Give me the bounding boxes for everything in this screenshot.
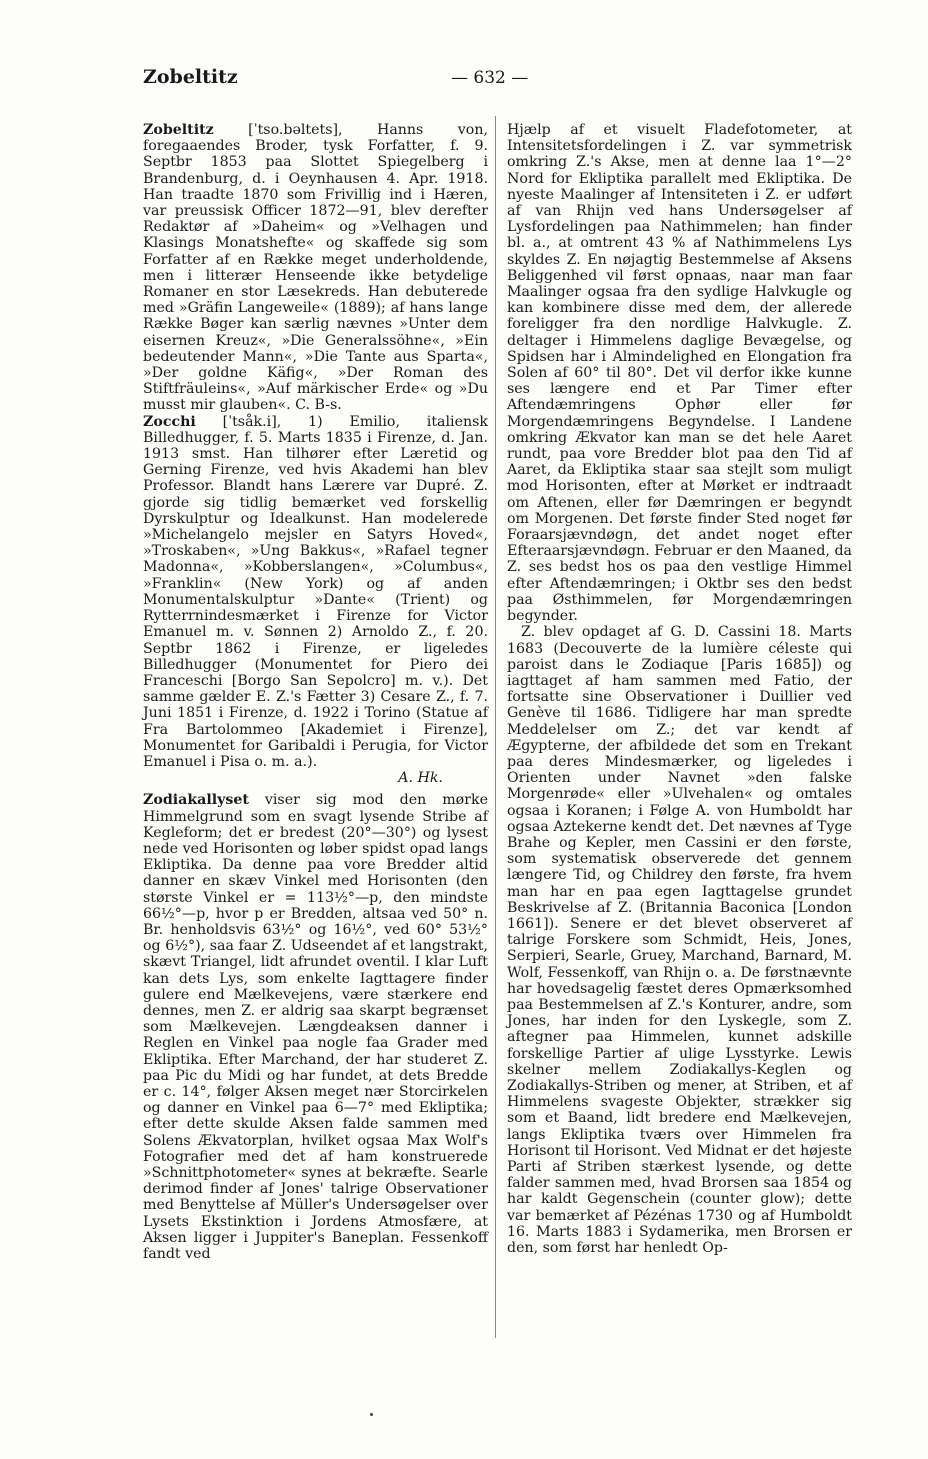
entry-headword: Zobeltitz xyxy=(143,122,214,138)
entry-zodiakallyset xyxy=(143,792,488,1262)
page-number: — 632 — xyxy=(451,68,529,88)
entry-text: [ˈtso.bəltets], Hanns von, foregaaendes Broder, tysk Forfatter, f. 9. Septbr 1853 paa Slottet Spiegelberg i Brandenburg, d. i Oeynhausen 4. Apr. 1918. Han traadte 1870 som Frivillig ind i Hæren, var preussisk Officer 1872—91, blev derefter Redaktør af »Daheim« og »Velhagen und Klasings Monatshefte« og skaffede sig som Forfatter af en Række meget underholdende, men i litterær Henseende ikke betydelige Romaner en stor Læsekreds. Han debuterede med »Gräfin Langeweile« (1889); af hans lange Række Bøger kan særlig nævnes »Unter dem eisernen Kreuz«, »Die Generalssöhne«, »Ein bedeutender Mann«, »Die Tante aus Sparta«, »Der goldne Käfig«, »Der Roman des Stiftfräuleins«, »Auf märkischer Erde« og »Du musst mir glauben«. C. B-s. xyxy=(143,122,488,414)
entry-text: viser sig mod den mørke Himmelgrund som en svagt lysende Stribe af Kegleform; det er bredest (20°—30°) og lysest nede ved Horisonten og løber spidst opad langs Ekliptika. Da denne paa vore Bredder altid danner en skæv Vinkel med Horisonten (den største Vinkel er = 113½°—p, den mindste 66½°—p, hvor p er Bredden, altsaa ved 50° n. Br. henholdsvis 63½° og 16½°, ved 60° 53½° og 6½°), saa faar Z. Udseendet af et langstrakt, skævt Triangel, lidt afrundet oventil. I klar Luft kan dets Lys, som enkelte Iagttagere finder gulere end Mælkevejens, være stærkere end dennes, men Z. er aldrig saa skarpt begrænset som Mælkevejen. Længdeaksen danner i Reglen en Vinkel paa nogle faa Grader med Ekliptika. Efter Marchand, der har studeret Z. paa Pic du Midi og har fundet, at dets Bredde er c. 14°, følger Aksen meget nær Storcirkelen og danner en Vinkel paa 6—7° med Ekliptika; efter dette skulde Aksen falde sammen med Solens Ækvatorplan, hvilket ogsaa Max Wolf's Fotografier med det af ham konstruerede »Schnittphotometer« synes at bekræfte. Searle derimod finder af Jones' talrige Observationer med Benyttelse af Müller's Undersøgelser over Lysets Ekstinktion i Jordens Atmosfære, at Aksen ligger i Juppiter's Baneplan. Fessenkoff fandt ved xyxy=(143,792,488,1263)
right-column xyxy=(507,122,852,1256)
entry-zocchi xyxy=(143,414,488,787)
speck xyxy=(370,1413,373,1416)
column-divider xyxy=(495,116,496,1338)
entry-headword: Zocchi xyxy=(143,413,196,430)
entry-headword: Zodiakallyset xyxy=(143,792,249,809)
paragraph-continuation: Hjælp af et visuelt Fladefotometer, at Intensitetsfordelingen i Z. var symmetrisk omkring Z.'s Akse, men at denne laa 1°—2° Nord for Ekliptika parallelt med Ekliptika. De nyeste Maalinger af Intensiteten i Z. er udført af van Rhijn ved hans Undersøgelser af Lysfordelingen paa Nathimmelen; han finder bl. a., at omtrent 43 % af Nathimmelens Lys skyldes Z. En nøjagtig Bestemmelse af Aksens Beliggenhed vil først opnaas, naar man faar Maalinger ogsaa fra den sydlige Halvkugle og kan kombinere disse med dem, der allerede foreligger fra den nordlige Halvkugle. Z. deltager i Himmelens daglige Bevægelse, og Spidsen har i Almindelighed en Elongation fra Solen af 60° til 80°. Det vil derfor ikke kunne ses længere end et Par Timer efter Aftendæmringens Ophør eller før Morgendæmringens Begyndelse. I Landene omkring Ækvator kan man se det hele Aaret rundt, paa vore Bredder blot paa den Tid af Aaret, da Ekliptika staar saa stejlt som muligt mod Horisonten, efter at Mørket er indtraadt om Aftenen, eller før Dæmringen er begyndt om Morgenen. Det første finder Sted noget før Foraarsjævndøgn, det andet noget efter Efteraarsjævndøgn. Februar er den Maaned, da Z. ses bedst hos os paa den vestlige Himmel efter Aftendæmringen; i Oktbr ses den bedst paa Østhimmelen, før Morgendæmringen begynder. xyxy=(507,122,852,625)
entry-zobeltitz xyxy=(143,122,488,414)
entry-text: [ˈtsåk.i], 1) Emilio, italiensk Billedhugger, f. 5. Marts 1835 i Firenze, d. Jan. 1913 smst. Han tilhører efter Læretid og Gerning Firenze, ved hvis Akademi han blev Professor. Blandt hans Lærere var Dupré. Z. gjorde sig tidlig bemærket ved forskellig Dyrskulptur og Idealkunst. Han modelerede »Michelangelo mejsler en Satyrs Hoved«, »Troskaben«, »Ung Bakkus«, »Rafael tegner Madonna«, »Kobberslangen«, »Columbus«, »Franklin« (New York) og af anden Monumentalskulptur »Dante« (Trient) og Rytterrnindesmærket i Firenze for Victor Emanuel m. v. Sønnen 2) Arnoldo Z., f. 20. Septbr 1862 i Firenze, er ligeledes Billedhugger (Monumentet for Piero dei Franceschi [Borgo San Sepolcro] m. v.). Det samme gælder E. Z.'s Fætter 3) Cesare Z., f. 7. Juni 1851 i Firenze, d. 1922 i Torino (Statue af Fra Bartolommeo [Akademiet i Firenze], Monumentet for Garibaldi i Perugia, for Victor Emanuel i Pisa o. m. a.). xyxy=(143,413,488,770)
running-head xyxy=(143,66,878,92)
author-signature: A. Hk. xyxy=(398,770,443,787)
paragraph-discovery: Z. blev opdaget af G. D. Cassini 18. Marts 1683 (Decouverte de la lumière céleste qui paroist dans le Zodiaque [Paris 1685]) og iagttaget af ham sammen med Fatio, der fortsatte sine Observationer i Duillier ved Genève til 1686. Tidligere har man spredte Meddelelser om Z.; det var kendt af Ægypterne, der afbildede det som en Trekant paa deres Mindesmærker, og ligeledes i Orienten under Navnet »den falske Morgenrøde« eller »Ulvehalen« og omtales ogsaa i Koranen; i Følge A. von Humboldt har ogsaa Aztekerne kendt det. Det nævnes af Tyge Brahe og Kepler, men Cassini er den første, som systematisk observerede det gennem længere Tid, og Childrey den første, fra hvem man har en paa egen Iagttagelse grundet Beskrivelse af Z. (Britannia Baconica [London 1661]). Senere er det blevet observeret af talrige Forskere som Schmidt, Heis, Jones, Serpieri, Searle, Gruey, Marchand, Barnard, M. Wolf, Fessenkoff, van Rhijn o. a. De førstnævnte har hovedsagelig fæstet deres Opmærksomhed paa Bestemmelsen af Z.'s Konturer, andre, som Jones, har inden for den Lyskegle, som Z. aftegner paa Himmelen, kunnet adskille forskellige Partier af ulige Lysstyrke. Lewis skelner mellem Zodiakallys-Keglen og Zodiakallys-Striben og mener, at Striben, et af Himmelens svageste Objekter, strækker sig som et Baand, lidt bredere end Mælkevejen, langs Ekliptika tværs over Himmelen fra Horisont til Horisont. Ved Midnat er det højeste Parti af Striben stærkest lysende, og dette falder sammen med, hvad Brorsen saa 1854 og har kaldt Gegenschein (counter glow); dette var bemærket af Pézénas 1730 og af Humboldt 16. Marts 1883 i Sydamerika, men Brorsen er den, som først har henledt Op- xyxy=(507,624,852,1257)
left-column xyxy=(143,122,488,1262)
running-headword: Zobeltitz xyxy=(143,66,238,88)
